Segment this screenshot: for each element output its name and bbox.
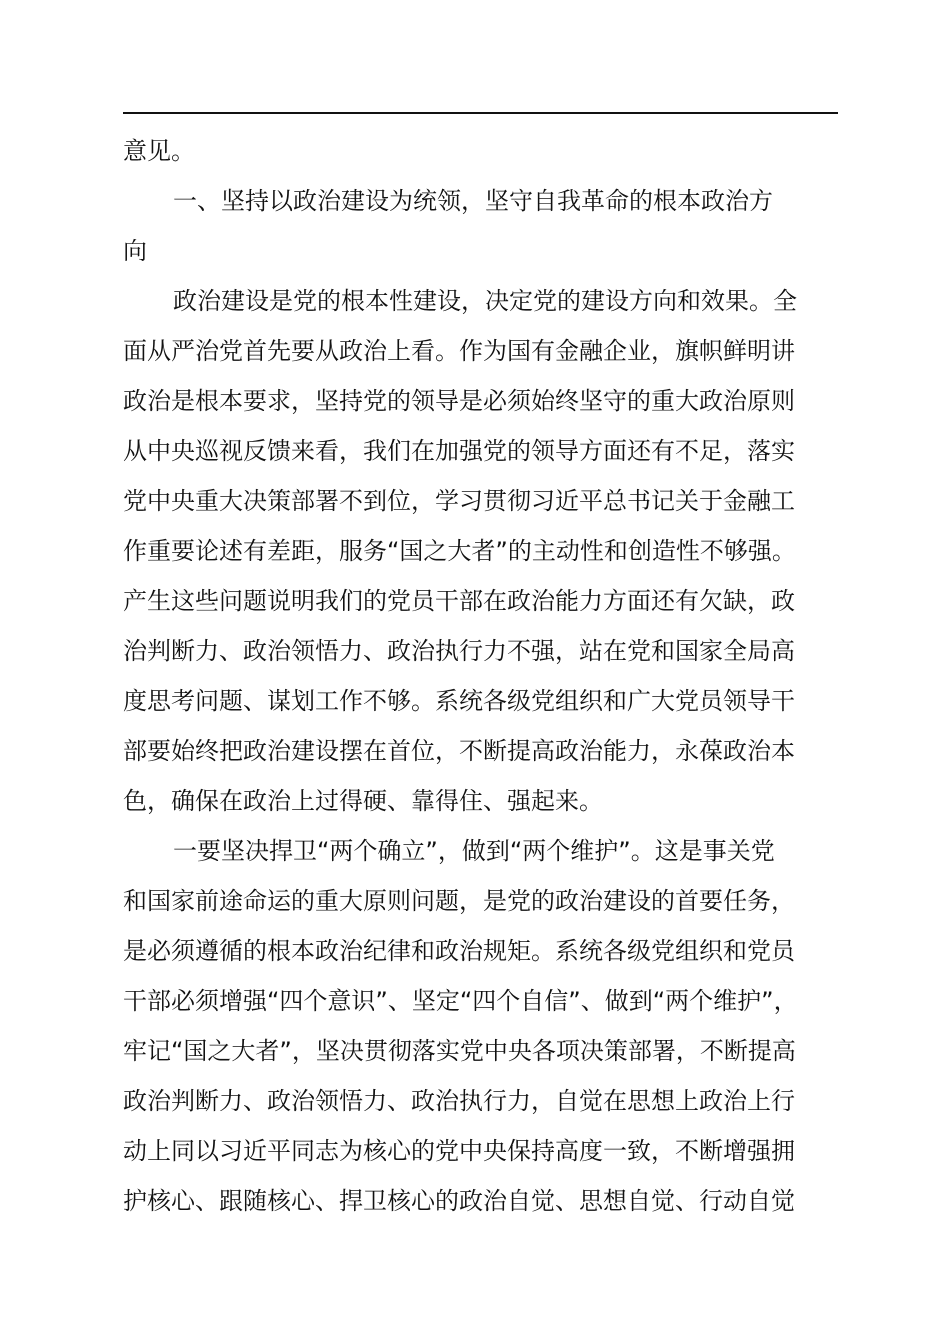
text-line: 色，确保在政治上过得硬、靠得住、强起来。: [123, 787, 603, 815]
text-line: 治判断力、政治领悟力、政治执行力不强，站在党和国家全局高: [123, 637, 795, 665]
text-line: 牢记“国之大者”，坚决贯彻落实党中央各项决策部署，不断提高: [123, 1037, 796, 1065]
text-line: 护核心、跟随核心、捍卫核心的政治自觉、思想自觉、行动自觉: [123, 1187, 795, 1215]
text-line: 从中央巡视反馈来看，我们在加强党的领导方面还有不足，落实: [123, 437, 795, 465]
text-line: 一、坚持以政治建设为统领，坚守自我革命的根本政治方: [173, 187, 773, 215]
text-line: 干部必须增强“四个意识”、坚定“四个自信”、做到“两个维护”，: [123, 987, 798, 1015]
text-line: 政治判断力、政治领悟力、政治执行力，自觉在思想上政治上行: [123, 1087, 795, 1115]
text-line: 部要始终把政治建设摆在首位，不断提高政治能力，永葆政治本: [123, 737, 795, 765]
text-line: 产生这些问题说明我们的党员干部在政治能力方面还有欠缺，政: [123, 587, 795, 615]
text-line: 向: [123, 237, 147, 265]
text-line: 作重要论述有差距，服务“国之大者”的主动性和创造性不够强。: [123, 537, 796, 565]
text-line: 政治建设是党的根本性建设，决定党的建设方向和效果。全: [173, 287, 797, 315]
text-line: 度思考问题、谋划工作不够。系统各级党组织和广大党员领导干: [123, 687, 795, 715]
text-line: 党中央重大决策部署不到位，学习贯彻习近平总书记关于金融工: [123, 487, 795, 515]
text-line: 意见。: [123, 137, 195, 165]
text-line: 政治是根本要求，坚持党的领导是必须始终坚守的重大政治原则: [123, 387, 795, 415]
body-text: [123, 126, 838, 1226]
text-line: 和国家前途命运的重大原则问题，是党的政治建设的首要任务，: [123, 887, 795, 915]
text-line: 面从严治党首先要从政治上看。作为国有金融企业，旗帜鲜明讲: [123, 337, 795, 365]
header-divider: [123, 112, 838, 114]
text-line: 动上同以习近平同志为核心的党中央保持高度一致，不断增强拥: [123, 1137, 795, 1165]
text-line: 一要坚决捍卫“两个确立”，做到“两个维护”。这是事关党: [173, 837, 775, 865]
text-line: 是必须遵循的根本政治纪律和政治规矩。系统各级党组织和党员: [123, 937, 795, 965]
